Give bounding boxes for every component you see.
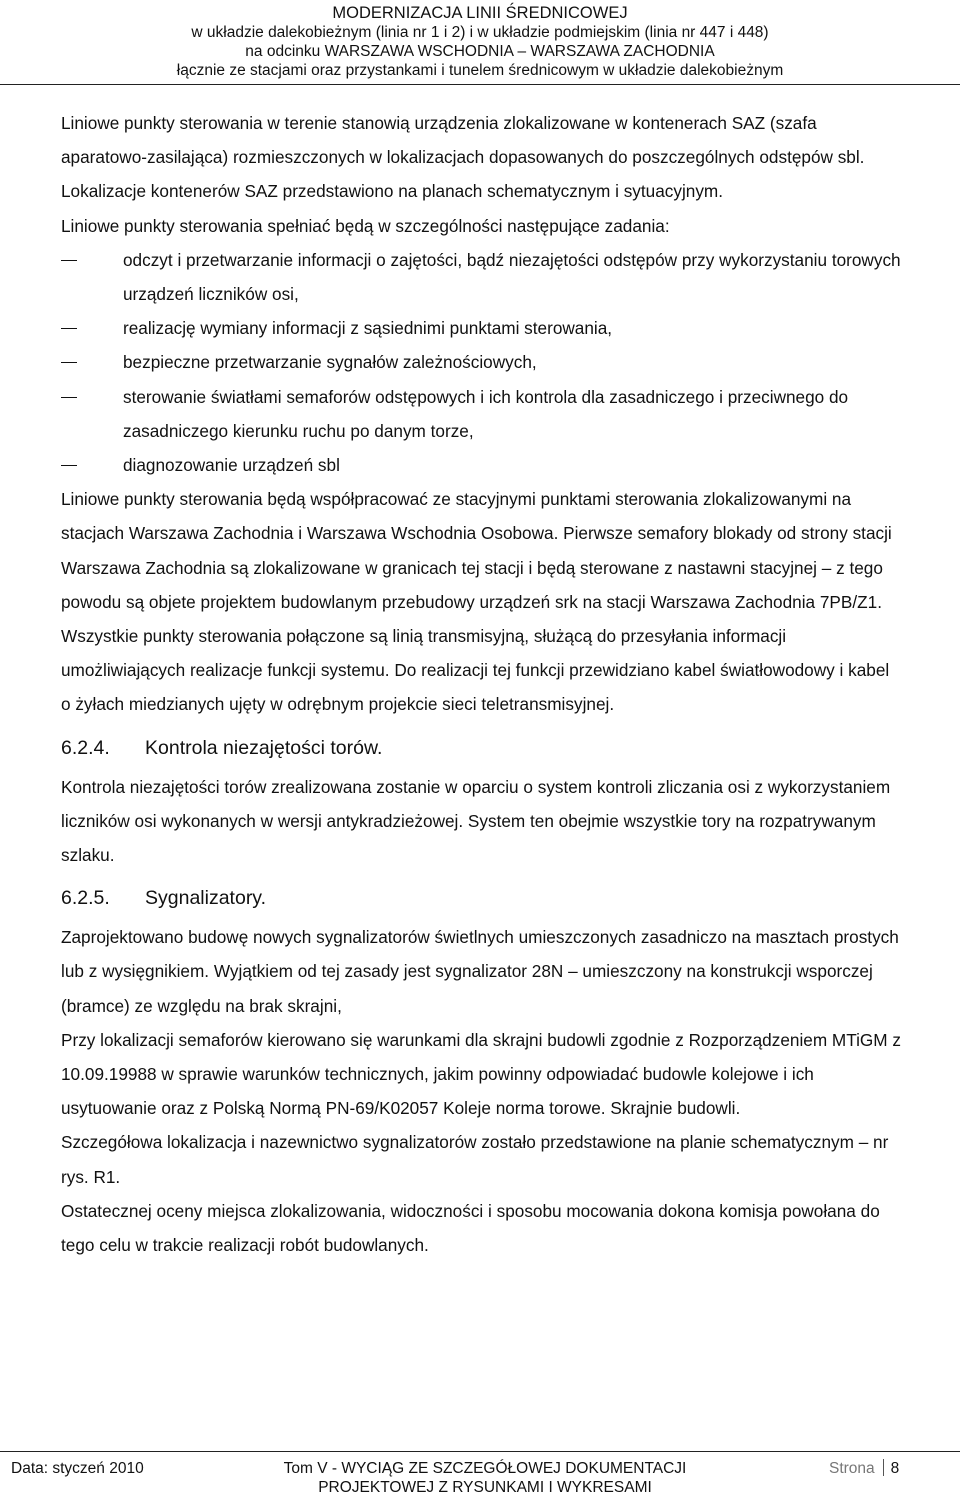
paragraph-clearance-regulations: Przy lokalizacji semaforów kierowano się warunkami dla skrajni budowli zgodnie z Rozporządzeniem MTiGM z 10.09.19988 w sprawie warunków technicznych, jakim powinny odpowiadać budowle kolejowe i ich usytuowanie oraz z Polską Normą PN-69/K02057 Koleje norma torowe. Skrajnie budowli. (61, 1029, 901, 1119)
document-body (61, 106, 903, 1262)
page-number: 8 (890, 1460, 900, 1477)
list-item-text: odczyt i przetwarzanie informacji o zajętości, bądź niezajętości odstępów przy wykorzystaniu torowych urządzeń liczników osi, (123, 249, 901, 305)
paragraph-axle-counters: Kontrola niezajętości torów zrealizowana zostanie w oparciu o system kontroli zliczania osi z wykorzystaniem liczników osi wykonanych w wersji antykradzieżowej. System ten obejmie wszystkie tory na rozpatrywanym szlaku. (61, 776, 891, 866)
paragraph-final-assessment: Ostatecznej oceny miejsca zlokalizowania, widoczności i sposobu mocowania dokona komisja powołana do tego celu w trakcie realizacji robót budowlanych. (61, 1200, 880, 1256)
list-item-text: sterowanie światłami semaforów odstępowych i ich kontrola dla zasadniczego i przeciwnego do zasadniczego kierunku ruchu po danym torze, (123, 386, 849, 441)
page-label: Strona (829, 1460, 875, 1477)
footer-doc-line-2: PROJEKTOWEJ Z RYSUNKAMI I WYKRESAMI (318, 1479, 652, 1496)
paragraph-saz-containers: Liniowe punkty sterowania w terenie stanowią urządzenia zlokalizowane w kontenerach SAZ (szafa aparatowo-zasilająca) rozmieszczonych w lokalizacjach dopasowanych do poszczególnych odstępów sbl. Lokalizacje kontenerów SAZ przedstawiono na planach schematycznym i sytuacyjnym. (61, 113, 865, 202)
list-item (61, 345, 903, 379)
list-item-text: bezpieczne przetwarzanie sygnałów zależnościowych, (123, 352, 537, 373)
footer-date: Data: styczeń 2010 (11, 1460, 144, 1477)
section-title: Sygnalizatory. (145, 887, 267, 910)
paragraph-tasks-intro: Liniowe punkty sterowania spełniać będą w szczególności następujące zadania: (61, 215, 670, 236)
header-subtitle-line-3: łącznie ze stacjami oraz przystankami i tunelem średnicowym w układzie dalekobieżnym (176, 62, 784, 79)
header-subtitle-line-2: na odcinku WARSZAWA WSCHODNIA – WARSZAWA ZACHODNIA (245, 43, 715, 60)
list-item (61, 243, 903, 311)
paragraph-station-cooperation: Liniowe punkty sterowania będą współpracować ze stacyjnymi punktami sterowania zlokalizowanymi na stacjach Warszawa Zachodnia i Warszawa Wschodnia Osobowa. Pierwsze semafory blokady od strony stacji Warszawa Zachodnia są zlokalizowane w granicach tej stacji i będą sterowane z nastawni stacyjnej – z tego powodu są objete projektem budowlanym przebudowy urządzeń srk na stacji Warszawa Zachodnia 7PB/Z1. (61, 489, 892, 612)
page-header (0, 4, 960, 80)
footer-document-title (240, 1459, 730, 1497)
list-item (61, 311, 903, 345)
footer-divider (0, 1451, 960, 1452)
paragraph-new-signals: Zaprojektowano budowę nowych sygnalizatorów świetlnych umieszczonych zasadniczo na masztach prostych lub z wysięgnikiem. Wyjątkiem od tej zasady jest sygnalizator 28N – umieszczony na konstrukcji wsporczej (bramce) ze względu na brak skrajni, (61, 927, 899, 1016)
section-number: 6.2.5. (61, 887, 110, 910)
section-heading-track-occupancy (61, 734, 903, 762)
footer-page-indicator (829, 1459, 899, 1478)
section-heading-signals (61, 884, 903, 912)
task-list (61, 243, 903, 482)
list-item-text: realizację wymiany informacji z sąsiednimi punktami sterowania, (123, 318, 613, 339)
header-subtitle-line-1: w układzie dalekobieżnym (linia nr 1 i 2) i w układzie podmiejskim (linia nr 447 i 448) (191, 24, 769, 41)
list-item (61, 448, 903, 482)
header-divider (0, 84, 960, 85)
list-item-text: diagnozowanie urządzeń sbl (123, 455, 340, 476)
page-separator (883, 1459, 884, 1476)
footer-doc-line-1: Tom V - WYCIĄG ZE SZCZEGÓŁOWEJ DOKUMENTACJI (283, 1460, 687, 1477)
paragraph-transmission-line: Wszystkie punkty sterowania połączone są linią transmisyjną, służącą do przesyłania informacji umożliwiających realizacje funkcji systemu. Do realizacji tej funkcji przewidziano kabel światłowodowy i kabel o żyłach miedzianych ujęty w odrębnym projekcie sieci teletransmisyjnej. (61, 626, 890, 715)
section-number: 6.2.4. (61, 736, 110, 759)
paragraph-signal-plan: Szczegółowa lokalizacja i nazewnictwo sygnalizatorów zostało przedstawione na planie schematycznym – nr rys. R1. (61, 1132, 889, 1187)
list-item (61, 380, 903, 448)
section-title: Kontrola niezajętości torów. (145, 736, 383, 759)
header-project-title: MODERNIZACJA LINII ŚREDNICOWEJ (332, 4, 628, 22)
